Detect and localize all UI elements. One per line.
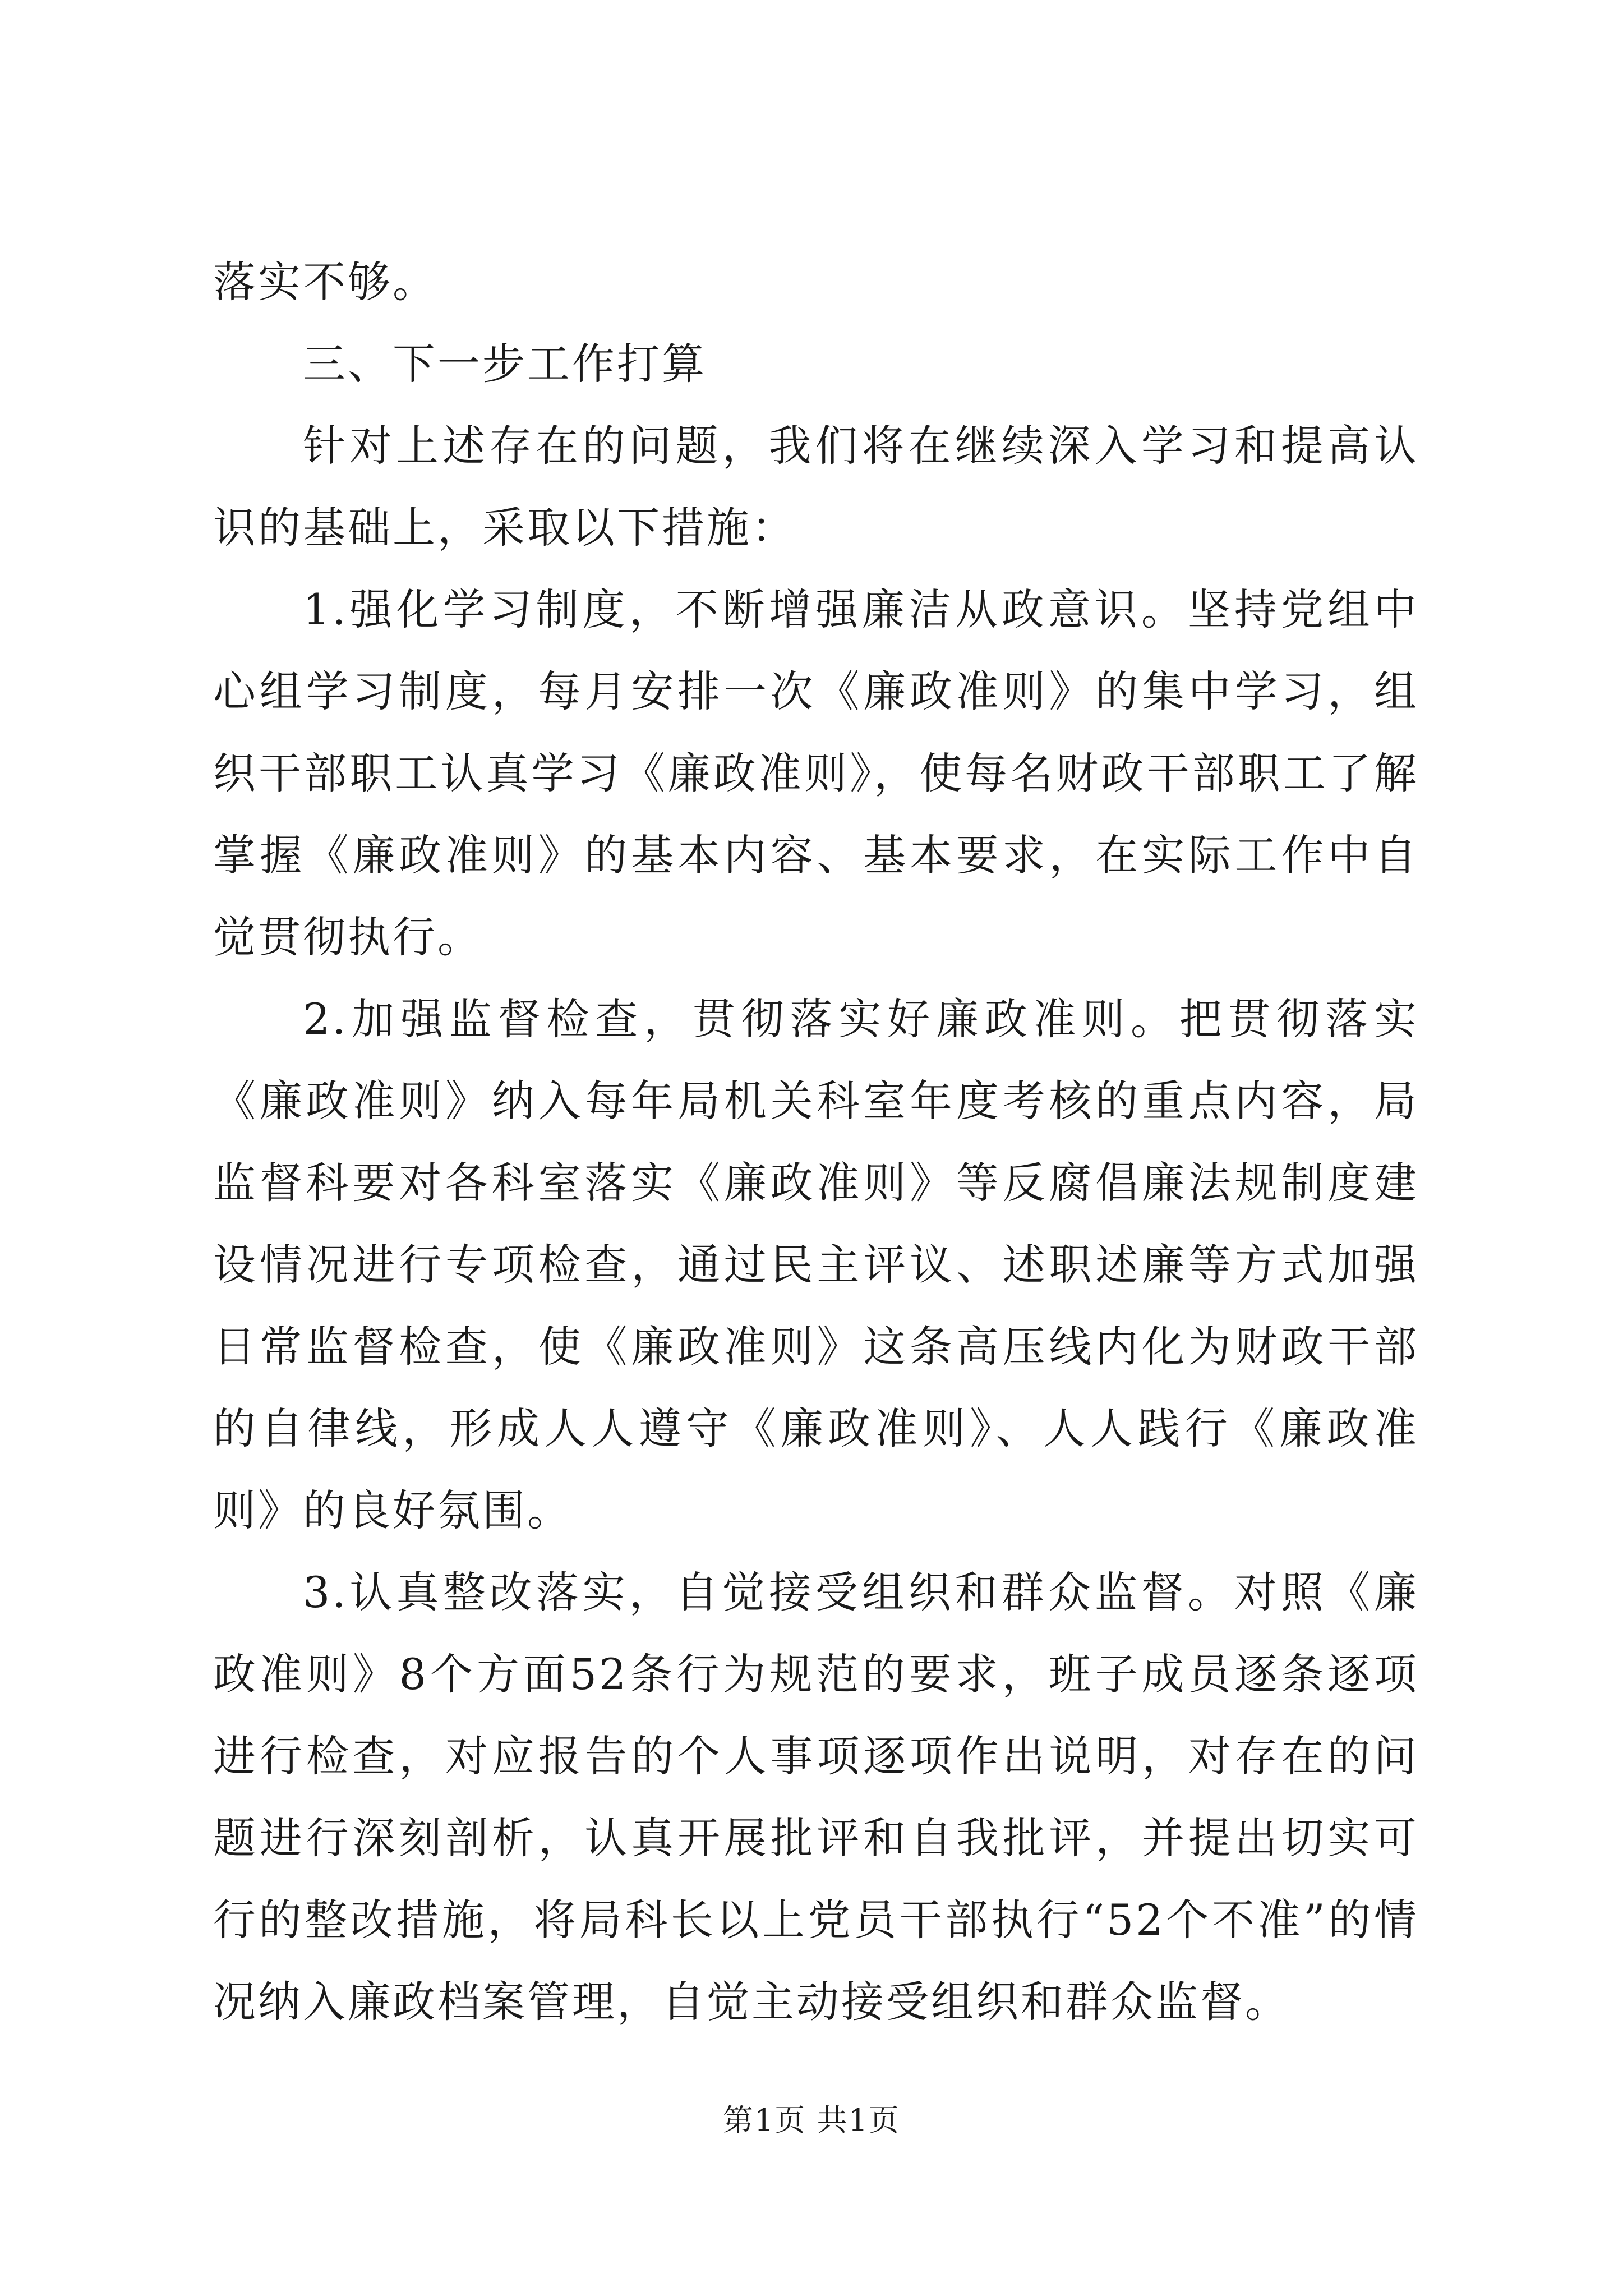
paragraph-measure-2: 2.加强监督检查，贯彻落实好廉政准则。把贯彻落实《廉政准则》纳入每年局机关科室年度考核的重点内容，局监督科要对各科室落实《廉政准则》等反腐倡廉法规制度建设情况进行专项检查，通过民主评议、述职述廉等方式加强日常监督检查，使《廉政准则》这条高压线内化为财政干部的自律线，形成人人遵守《廉政准则》、人人践行《廉政准则》的良好氛围。 (213, 994, 1419, 1535)
paragraph-measure-1: 1.强化学习制度，不断增强廉洁从政意识。坚持党组中心组学习制度，每月安排一次《廉政准则》的集中学习，组织干部职工认真学习《廉政准则》，使每名财政干部职工了解掌握《廉政准则》的基本内容、基本要求，在实际工作中自觉贯彻执行。 (213, 585, 1419, 962)
section-heading: 三、下一步工作打算 (303, 339, 707, 389)
page-number-footer: 第1页 共1页 (723, 2102, 900, 2138)
paragraph-continuation: 落实不够。 (213, 257, 437, 307)
document-body (213, 241, 1419, 2043)
paragraph-intro: 针对上述存在的问题，我们将在继续深入学习和提高认识的基础上，采取以下措施： (213, 421, 1419, 553)
paragraph-measure-3: 3.认真整改落实，自觉接受组织和群众监督。对照《廉政准则》8个方面52条行为规范的要求，班子成员逐条逐项进行检查，对应报告的个人事项逐项作出说明，对存在的问题进行深刻剖析，认真开展批评和自我批评，并提出切实可行的整改措施，将局科长以上党员干部执行“52个不准”的情况纳入廉政档案管理，自觉主动接受组织和群众监督。 (213, 1567, 1419, 2027)
